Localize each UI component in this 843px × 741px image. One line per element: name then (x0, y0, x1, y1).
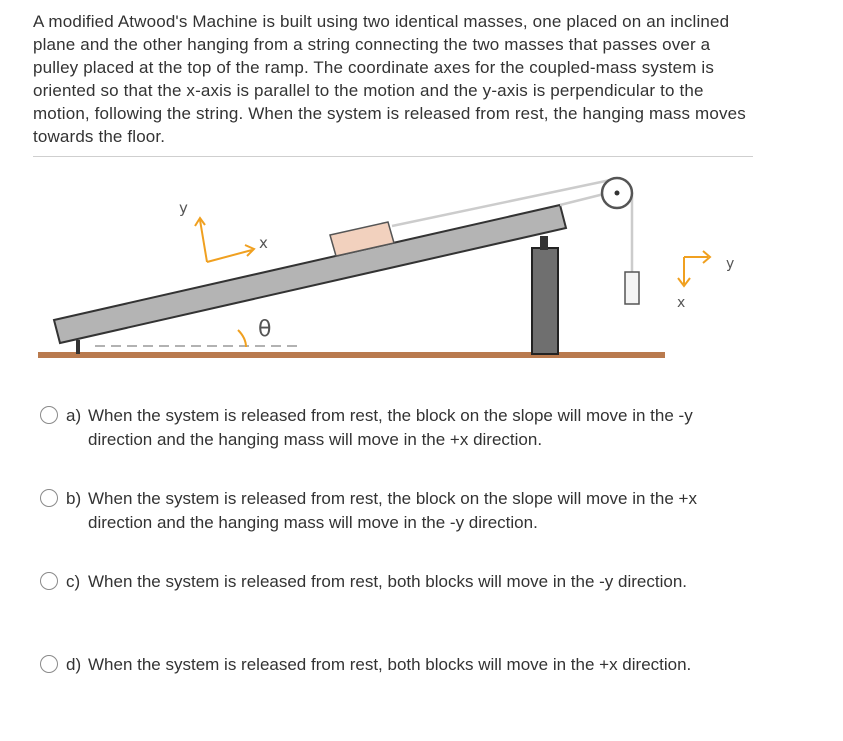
ramp-x-axis-label: x (259, 234, 268, 252)
atwood-machine-diagram (0, 165, 843, 365)
pulley-axle (615, 191, 620, 196)
option-c[interactable] (40, 570, 760, 594)
option-c-letter: c) (66, 572, 81, 591)
option-b-radio[interactable] (40, 489, 58, 507)
option-c-label: When the system is released from rest, both blocks will move in the -y direction. (88, 572, 688, 591)
hanging-mass (625, 272, 639, 304)
option-a-text (66, 404, 760, 452)
option-d-label: When the system is released from rest, both blocks will move in the +x direction. (88, 655, 692, 674)
hanging-x-axis-label: x (677, 295, 686, 311)
option-d-radio[interactable] (40, 655, 58, 673)
option-d-text (66, 653, 760, 677)
inclined-plane (54, 205, 566, 343)
question-text: A modified Atwood's Machine is built using two identical masses, one placed on an inclined plane and the other hanging from a string connecting the two masses that passes over a pulley placed at the top of the ramp. The coordinate axes for the coupled-mass system is oriented so that the x-axis is parallel to the motion and the y-axis is perpendicular to the motion, following the string. When the system is released from rest, the hanging mass moves towards the floor. (33, 10, 753, 157)
option-a-letter: a) (66, 406, 82, 425)
hanging-coordinate-axes (678, 251, 710, 286)
option-a-label: When the system is released from rest, the block on the slope will move in the -y direction and the hanging mass will move in the +x direction. (88, 406, 693, 449)
option-c-text (66, 570, 760, 594)
floor (38, 352, 665, 358)
pillar-pivot (540, 236, 548, 250)
angle-label: θ (258, 317, 272, 342)
option-b-letter: b) (66, 489, 82, 508)
option-b-text (66, 487, 760, 535)
ramp-foot (76, 340, 80, 354)
option-a[interactable] (40, 404, 760, 452)
option-a-radio[interactable] (40, 406, 58, 424)
option-b[interactable] (40, 487, 760, 535)
option-d-letter: d) (66, 655, 82, 674)
option-c-radio[interactable] (40, 572, 58, 590)
option-d[interactable] (40, 653, 760, 677)
hanging-y-axis-label: y (726, 256, 735, 272)
ramp-coordinate-axes (195, 218, 254, 262)
option-b-label: When the system is released from rest, the block on the slope will move in the +x direction and the hanging mass will move in the -y direction. (88, 489, 697, 532)
angle-arc (238, 330, 246, 347)
support-pillar (532, 248, 558, 354)
ramp-y-axis-label: y (179, 199, 188, 217)
